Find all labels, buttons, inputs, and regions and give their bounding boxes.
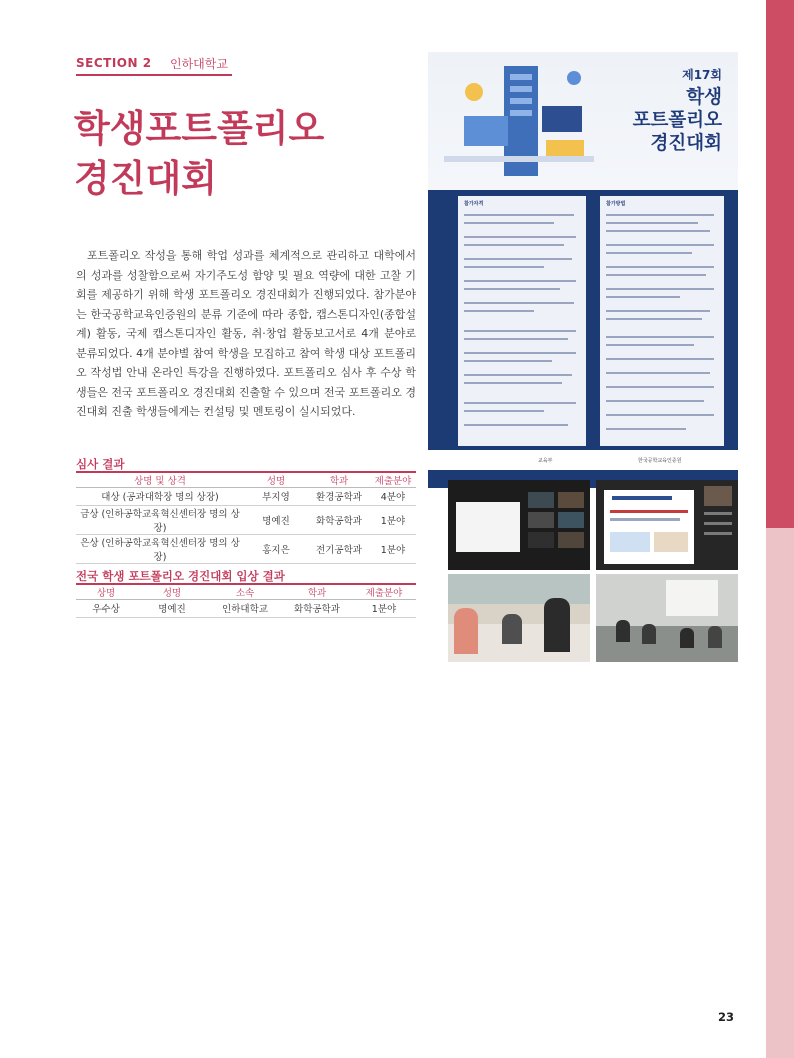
table-cell: 홍지은 xyxy=(244,534,308,563)
table-header-row xyxy=(76,584,416,600)
table-header-row xyxy=(76,472,416,488)
table-cell: 명예진 xyxy=(244,505,308,534)
table-cell: 대상 (공과대학장 명의 상장) xyxy=(76,488,244,506)
contest-poster xyxy=(428,52,738,470)
photo-video-conference xyxy=(448,480,590,570)
table-cell: 인하대학교 xyxy=(208,600,282,618)
table-cell: 전기공학과 xyxy=(308,534,370,563)
column-header: 상명 xyxy=(76,584,136,600)
national-table xyxy=(76,584,416,618)
poster-title: 학생 포트폴리오 경진대회 xyxy=(632,87,722,154)
column-header: 제출분야 xyxy=(370,472,416,488)
page-title xyxy=(74,104,324,204)
column-header: 성명 xyxy=(136,584,208,600)
table-cell: 환경공학과 xyxy=(308,488,370,506)
poster-panel-left: 참가자격 xyxy=(458,196,586,446)
table-cell: 부지영 xyxy=(244,488,308,506)
section-underline xyxy=(76,74,232,76)
poster-illustration xyxy=(434,56,604,194)
page-number: 23 xyxy=(718,1010,735,1024)
column-header: 상명 및 상격 xyxy=(76,472,244,488)
photo-online-lecture xyxy=(596,480,738,570)
table-cell: 4분야 xyxy=(370,488,416,506)
poster-panel-right: 참가방법 xyxy=(600,196,724,446)
photo-classroom xyxy=(596,574,738,662)
column-header: 성명 xyxy=(244,472,308,488)
table-cell: 우수상 xyxy=(76,600,136,618)
title-line-1: 학생포트폴리오 xyxy=(74,107,325,150)
table-cell: 명예진 xyxy=(136,600,208,618)
table-cell: 화학공학과 xyxy=(282,600,352,618)
table-cell: 금상 (인하공학교육혁신센터장 명의 상장) xyxy=(76,505,244,534)
photo-consulting-session xyxy=(448,574,590,662)
column-header: 제출분야 xyxy=(352,584,416,600)
body-paragraph: 포트폴리오 작성을 통해 학업 성과를 체계적으로 관리하고 대학에서의 성과를 성찰함으로써 자기주도성 함양 및 필요 역량에 대한 고찰 기회를 제공하기 위해 학생 포트폴리오 경진대회가 진행되었다. 참가분야는 한국공학교육인증원의 분류 기준에 따라 종합, 캡스톤디자인(종합설계) 활동, 국제 캡스톤디자인 활동, 취·창업 활동보고서로 4개 분야로 분류되었다. 4개 분야별 참여 학생을 모집하고 참여 학생 대상 포트폴리오 작성법 안내 온라인 특강을 진행하였다. 포트폴리오 심사 후 수상 학생들은 전국 포트폴리오 경진대회 진출할 수 있으며 전국 포트폴리오 경진대회 진출 학생들에게는 컨설팅 및 멘토링이 실시되었다. xyxy=(76,249,416,418)
table-row xyxy=(76,534,416,563)
column-header: 학과 xyxy=(282,584,352,600)
poster-logo-ministry: 교육부 xyxy=(538,458,553,464)
table-row xyxy=(76,600,416,618)
review-table xyxy=(76,472,416,564)
national-table-title: 전국 학생 포트폴리오 경진대회 입상 결과 xyxy=(76,569,285,583)
table-cell: 화학공학과 xyxy=(308,505,370,534)
table-cell: 1분야 xyxy=(352,600,416,618)
table-cell: 1분야 xyxy=(370,505,416,534)
section-label: SECTION 2 xyxy=(76,56,152,70)
side-bar-accent xyxy=(766,0,794,528)
poster-header xyxy=(428,52,738,190)
table-cell: 1분야 xyxy=(370,534,416,563)
column-header: 소속 xyxy=(208,584,282,600)
section-university: 인하대학교 xyxy=(170,57,228,71)
poster-edition: 제17회 xyxy=(682,68,722,82)
poster-footer xyxy=(428,450,738,470)
column-header: 학과 xyxy=(308,472,370,488)
poster-logo-abeek: 한국공학교육인증원 xyxy=(638,458,682,464)
table-row xyxy=(76,505,416,534)
table-row xyxy=(76,488,416,506)
table-cell: 은상 (인하공학교육혁신센터장 명의 상장) xyxy=(76,534,244,563)
title-line-2: 경진대회 xyxy=(74,157,217,200)
review-table-title: 심사 결과 xyxy=(76,457,125,471)
